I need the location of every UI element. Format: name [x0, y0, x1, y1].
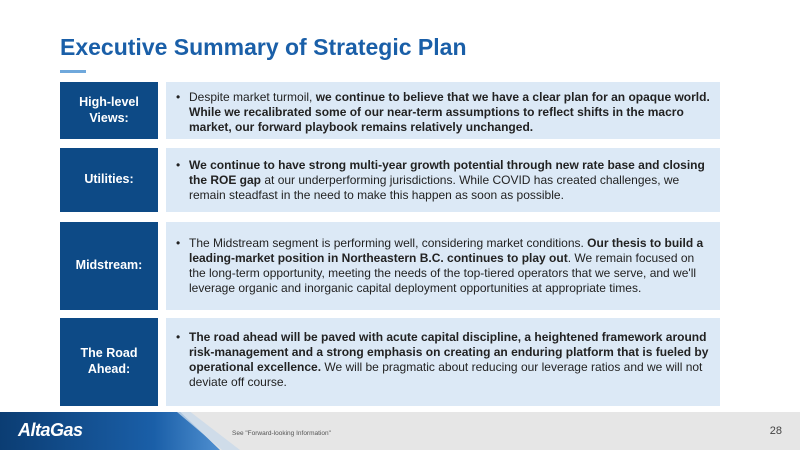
bullet-text — [189, 158, 710, 203]
page-number: 28 — [769, 425, 782, 437]
row-body — [166, 148, 720, 212]
bullet-segment: Despite market turmoil, — [189, 90, 316, 104]
bullet-text — [189, 90, 710, 135]
bullet-segment-bold: we continue to believe that we have a clear plan for an opaque world. While we recalibrated some of our near-term assumptions to reflect shifts in the macro market, our forward playbook remains relatively unchanged. — [189, 90, 710, 134]
slide-title: Executive Summary of Strategic Plan — [60, 34, 467, 60]
bullet-item — [176, 236, 710, 296]
bullet-segment: The Midstream segment is performing well, considering market conditions. — [189, 236, 588, 250]
row-body — [166, 318, 720, 406]
title-underline — [60, 70, 86, 73]
bullet-segment-bold: The road ahead will be paved with acute capital discipline, a heightened framework around risk-management and a strong emphasis on creating an enduring platform that is fueled by operational excellence. — [189, 330, 709, 374]
row-body — [166, 222, 720, 310]
bullet-segment: We will be pragmatic about reducing our leverage ratios and we will not deviate off course. — [189, 360, 703, 389]
summary-row-road-ahead — [60, 318, 720, 406]
row-label: High-level Views: — [60, 82, 158, 139]
altagas-logo: AltaGas — [18, 420, 83, 440]
bullet-text — [189, 236, 710, 296]
bullet-item — [176, 90, 710, 135]
bullet-icon: • — [176, 236, 181, 250]
row-body — [166, 82, 720, 139]
summary-row-utilities — [60, 148, 720, 212]
row-label: Utilities: — [60, 148, 158, 212]
summary-row-midstream — [60, 222, 720, 310]
bullet-icon: • — [176, 90, 181, 104]
row-label: The Road Ahead: — [60, 318, 158, 406]
bullet-icon: • — [176, 158, 181, 172]
bullet-segment: . We remain focused on the long-term opportunity, meeting the needs of the top-tiered operators that we serve, and we'll leverage organic and inorganic capital deployment opportunities at appropriate times. — [189, 251, 697, 295]
summary-row-high-level — [60, 82, 720, 139]
bullet-text — [189, 330, 710, 390]
bullet-item — [176, 158, 710, 203]
footer-note: See "Forward-looking Information" — [232, 430, 331, 437]
bullet-icon: • — [176, 330, 181, 344]
bullet-segment: at our underperforming jurisdictions. While COVID has created challenges, we remain steadfast in the need to make this happen as soon as possible. — [189, 173, 680, 202]
bullet-item — [176, 330, 710, 390]
bullet-segment-bold: We continue to have strong multi-year growth potential through new rate base and closing the ROE gap — [189, 158, 705, 187]
bullet-segment-bold: Our thesis to build a leading-market position in Northeastern B.C. continues to play out — [189, 236, 704, 265]
row-label: Midstream: — [60, 222, 158, 310]
